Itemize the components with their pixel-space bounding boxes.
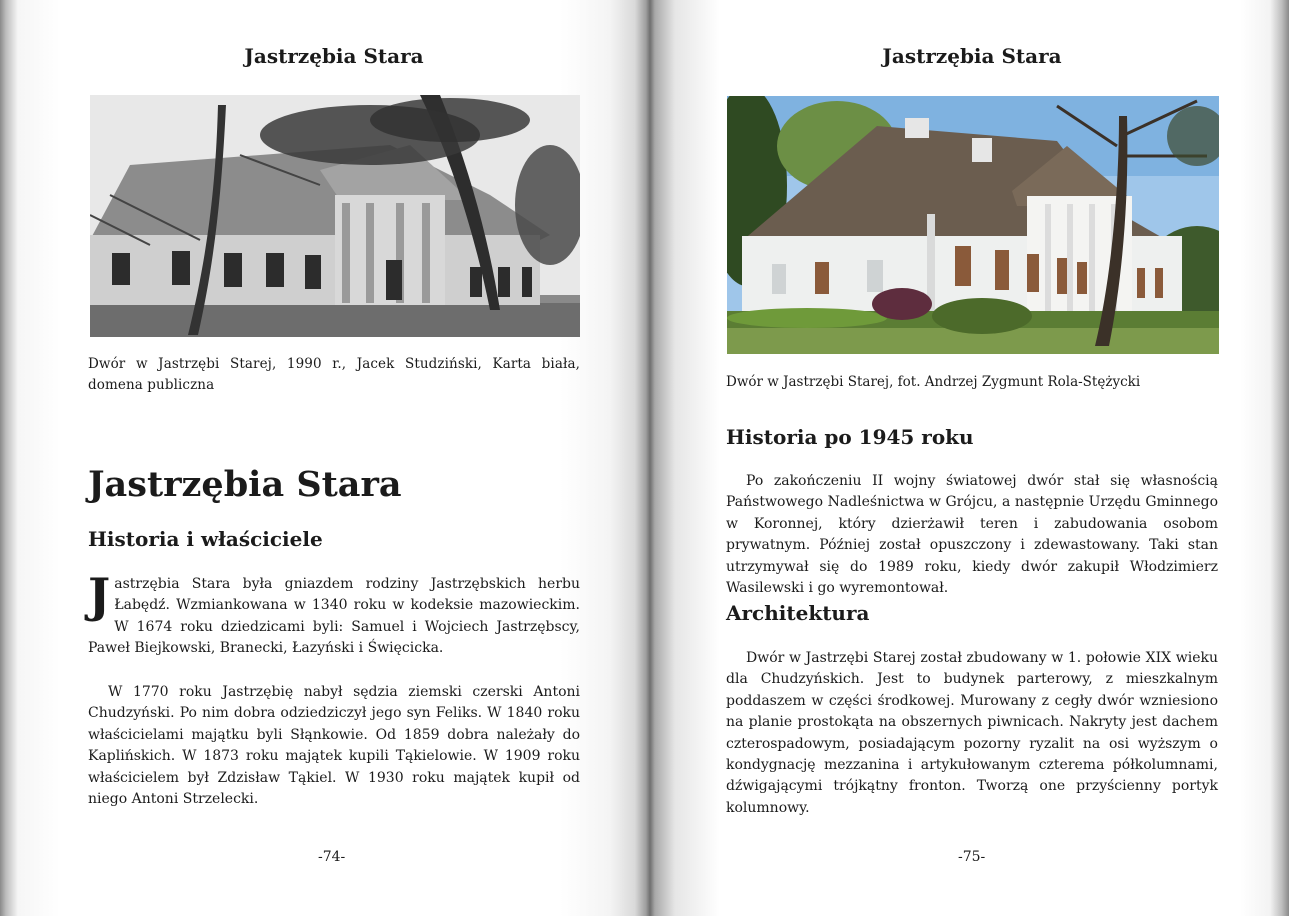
paragraph-history-2: W 1770 roku Jastrzębię nabył sędzia ziemski czerski Antoni Chudzyński. Po nim dobra odziedziczył jego syn Feliks. W 1840 roku właścicielami majątku byli Słąnkowie. Od 1859 dobra należały do Kaplińskich. W 1873 roku majątek kupili Tąkielowie. W 1909 roku właścicielem był Zdzisław Tąkiel. W 1930 roku majątek kupił od niego Antoni Strzelecki. (88, 684, 580, 808)
paragraph-text: astrzębia Stara była gniazdem rodziny Jastrzębskich herbu Łabędź. Wzmiankowana w 1340 roku w kodeksie mazowieckim. W 1674 roku dziedzicami byli: Samuel i Wojciech Jastrzębscy, Paweł Biejkowski, Branecki, Łazyński i Święcicka. (88, 576, 580, 657)
section-title-history-owners: Historia i właściciele (88, 527, 323, 551)
manor-photo-color (727, 96, 1219, 354)
page-number: -74- (318, 849, 346, 865)
running-head: Jastrzębia Stara (882, 44, 1062, 68)
paragraph-architecture: Dwór w Jastrzębi Starej został zbudowany w 1. połowie XIX wieku dla Chudzyńskich. Jest to budynek parterowy, z mieszkalnym poddaszem w części środkowej. Murowany z cegły dwór wzniesiono na planie prostokąta na obszernych piwnicach. Nakryty jest dachem czterospadowym, posiadającym pozorny ryzalit na osi wyższym o kondygnację mezzanina i artykułowanym czterema półkolumnami, dźwigającymi trójkątny fronton. Tworzą one przyścienny portyk kolumnowy. (726, 650, 1218, 816)
section-title-architecture: Architektura (726, 601, 870, 625)
paragraph-history-after-1945: Po zakończeniu II wojny światowej dwór stał się własnością Państwowego Nadleśnictwa w Grójcu, a następnie Urzędu Gminnego w Koronnej, który dzierżawił teren i zabudowania osobom prywatnym. Później został opuszczony i zdewastowany. Taki stan utrzymywał się do 1989 roku, kiedy dwór zakupił Włodzimierz Wasilewski i go wyremontował. (726, 473, 1218, 597)
photo-caption: Dwór w Jastrzębi Starej, 1990 r., Jacek Studziński, Karta biała, domena publiczna (88, 356, 580, 393)
section-title-history-after-1945: Historia po 1945 roku (726, 425, 974, 449)
page-number: -75- (958, 849, 986, 865)
paragraph-history-1 (88, 569, 580, 660)
drop-cap: J (88, 569, 111, 624)
right-page (648, 0, 1289, 916)
running-head: Jastrzębia Stara (244, 44, 424, 68)
chapter-title: Jastrzębia Stara (88, 464, 402, 505)
photo-caption: Dwór w Jastrzębi Starej, fot. Andrzej Zygmunt Rola-Stężycki (726, 374, 1141, 390)
manor-photo-bw (90, 95, 580, 337)
